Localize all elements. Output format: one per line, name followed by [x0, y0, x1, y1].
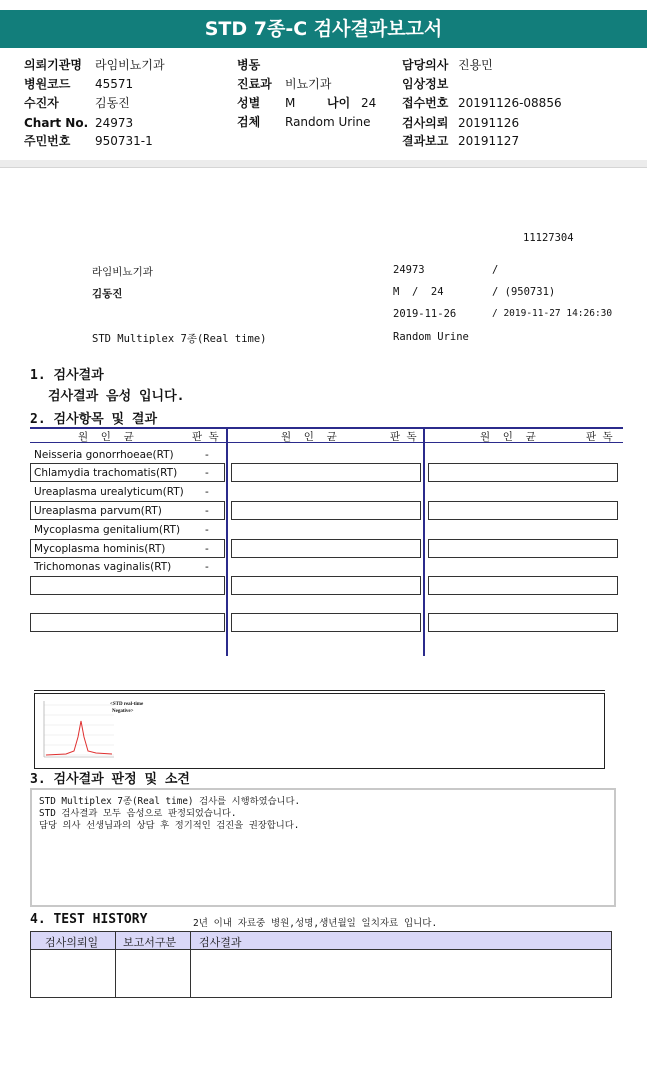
col-pathogen-1: 원 인 균 — [78, 431, 134, 443]
resident-no-value: 950731-1 — [95, 134, 153, 148]
header-resident-no — [24, 132, 153, 150]
report-date-reported: / 2019-11-27 14:26:30 — [492, 308, 613, 319]
result-row — [34, 521, 180, 539]
header-request-date — [402, 114, 519, 132]
col-result-1: 판 독 — [192, 431, 219, 443]
pathogen-name: Neisseria gonorrhoeae(RT) — [34, 449, 174, 461]
col-result-3: 판 독 — [586, 431, 613, 443]
row-box — [231, 576, 421, 595]
row-box — [231, 613, 421, 632]
report-test-name: STD Multiplex 7종(Real time) — [92, 333, 267, 345]
result-row — [34, 540, 165, 558]
result-row — [34, 558, 171, 576]
header-clinical-info — [402, 75, 458, 93]
pathogen-name: Trichomonas vaginalis(RT) — [34, 561, 172, 573]
amplification-curve-thumbnail — [36, 697, 116, 765]
report-slash: / — [492, 264, 499, 276]
chart-no-value: 24973 — [95, 116, 134, 130]
result-value: - — [205, 467, 209, 479]
result-value: - — [205, 524, 209, 536]
pathogen-name: Ureaplasma urealyticum(RT) — [34, 486, 184, 498]
department-label: 진료과 — [237, 77, 272, 91]
header-report-date — [402, 132, 519, 150]
history-col-divider — [115, 932, 116, 950]
ward-label: 병동 — [237, 58, 261, 72]
row-box — [428, 463, 618, 482]
result-row — [34, 483, 184, 501]
result-value: - — [205, 543, 209, 555]
report-specimen: Random Urine — [393, 331, 469, 343]
hospital-code-label: 병원코드 — [24, 77, 71, 91]
pathogen-name: Ureaplasma parvum(RT) — [34, 505, 162, 517]
report-chart: 24973 — [393, 264, 425, 276]
row-box — [231, 463, 421, 482]
section1-result: 검사결과 음성 입니다. — [48, 389, 185, 404]
history-col-divider — [190, 932, 191, 950]
age-label: 나이 — [327, 96, 351, 110]
opinion-box — [30, 788, 616, 907]
report-code: 11127304 — [523, 232, 574, 244]
resident-no-label: 주민번호 — [24, 134, 71, 148]
row-box — [231, 501, 421, 520]
col-pathogen-2: 원 인 균 — [281, 431, 337, 443]
header-institution — [24, 56, 165, 74]
report-birth: / (950731) — [492, 286, 556, 298]
pathogen-name: Chlamydia trachomatis(RT) — [34, 467, 178, 479]
result-row — [34, 464, 177, 482]
history-col-request-date: 검사의뢰일 — [45, 936, 99, 949]
section3-title: 3. 검사결과 판정 및 소견 — [30, 772, 190, 787]
request-date-label: 검사의뢰 — [402, 116, 449, 130]
graph-caption-line2: Negative> — [112, 709, 134, 714]
opinion-line: STD 검사결과 모두 음성으로 판정되었습니다. — [39, 808, 237, 819]
history-table-header — [30, 931, 612, 950]
opinion-line: 담당 의사 선생님과의 상담 후 정기적인 검진을 권장합니다. — [39, 820, 300, 831]
result-value: - — [205, 505, 209, 517]
result-row — [34, 502, 162, 520]
patient-value: 김동진 — [95, 96, 130, 110]
col-pathogen-3: 원 인 균 — [480, 431, 536, 443]
pathogen-name: Mycoplasma genitalium(RT) — [34, 524, 181, 536]
header-department — [237, 75, 331, 93]
graph-caption-line1: <STD real-time — [110, 702, 144, 707]
age-value: 24 — [361, 96, 377, 110]
doctor-value: 진용민 — [458, 58, 493, 72]
report-title: STD 7종-C 검사결과보고서 — [0, 10, 647, 48]
header-chart-no — [24, 114, 133, 132]
col-result-2: 판 독 — [390, 431, 417, 443]
results-table-header — [30, 427, 623, 443]
graph-caption — [110, 701, 143, 715]
header-specimen — [237, 113, 371, 131]
section1-title: 1. 검사결과 — [30, 368, 104, 383]
row-box — [428, 539, 618, 558]
history-col-result: 검사결과 — [199, 936, 242, 949]
header-doctor — [402, 56, 493, 74]
reception-no-value: 20191126-08856 — [458, 96, 562, 110]
department-value: 비뇨기과 — [285, 77, 332, 91]
header-hospital-code — [24, 75, 133, 93]
row-box — [30, 613, 225, 632]
header-ward — [237, 56, 285, 74]
pathogen-name: Mycoplasma hominis(RT) — [34, 543, 166, 555]
column-divider-1 — [226, 427, 228, 656]
institution-value: 라임비뇨기과 — [95, 58, 165, 72]
header-sex-age — [237, 94, 376, 112]
graph-top-rule — [34, 690, 605, 691]
history-col-report-type: 보고서구분 — [123, 936, 177, 949]
result-value: - — [205, 449, 209, 461]
institution-label: 의뢰기관명 — [24, 58, 82, 72]
chart-no-label: Chart No. — [24, 116, 89, 130]
clinical-info-label: 임상정보 — [402, 77, 449, 91]
sex-value: M — [285, 96, 296, 110]
request-date-value: 20191126 — [458, 116, 520, 130]
section4-title: 4. TEST HISTORY — [30, 912, 148, 927]
reception-no-label: 접수번호 — [402, 96, 449, 110]
specimen-label: 검체 — [237, 115, 261, 129]
report-date-value: 20191127 — [458, 134, 520, 148]
doctor-label: 담당의사 — [402, 58, 449, 72]
header-reception-no — [402, 94, 562, 112]
result-value: - — [205, 486, 209, 498]
row-box — [428, 576, 618, 595]
hospital-code-value: 45571 — [95, 77, 134, 91]
section2-title: 2. 검사항목 및 결과 — [30, 412, 158, 427]
patient-label: 수진자 — [24, 96, 59, 110]
opinion-line: STD Multiplex 7종(Real time) 검사를 시행하였습니다. — [39, 796, 301, 807]
history-table-body — [30, 950, 612, 998]
row-box — [30, 576, 225, 595]
header-separator — [0, 160, 647, 168]
report-date-received: 2019-11-26 — [393, 308, 457, 320]
result-row — [34, 446, 174, 464]
history-cell — [31, 950, 116, 997]
result-value: - — [205, 561, 209, 573]
history-cell — [116, 950, 191, 997]
specimen-value: Random Urine — [285, 115, 371, 129]
header-patient — [24, 94, 130, 112]
row-box — [428, 501, 618, 520]
report-patient: 김동진 — [92, 288, 123, 300]
row-box — [231, 539, 421, 558]
sex-label: 성별 — [237, 96, 261, 110]
report-sex-age: M / 24 — [393, 286, 444, 298]
column-divider-2 — [423, 427, 425, 656]
row-box — [428, 613, 618, 632]
history-note: 2년 이내 자료중 병원,성명,생년월일 일치자료 입니다. — [193, 918, 438, 929]
report-institution: 라임비뇨기과 — [92, 266, 153, 278]
report-date-label: 결과보고 — [402, 134, 449, 148]
